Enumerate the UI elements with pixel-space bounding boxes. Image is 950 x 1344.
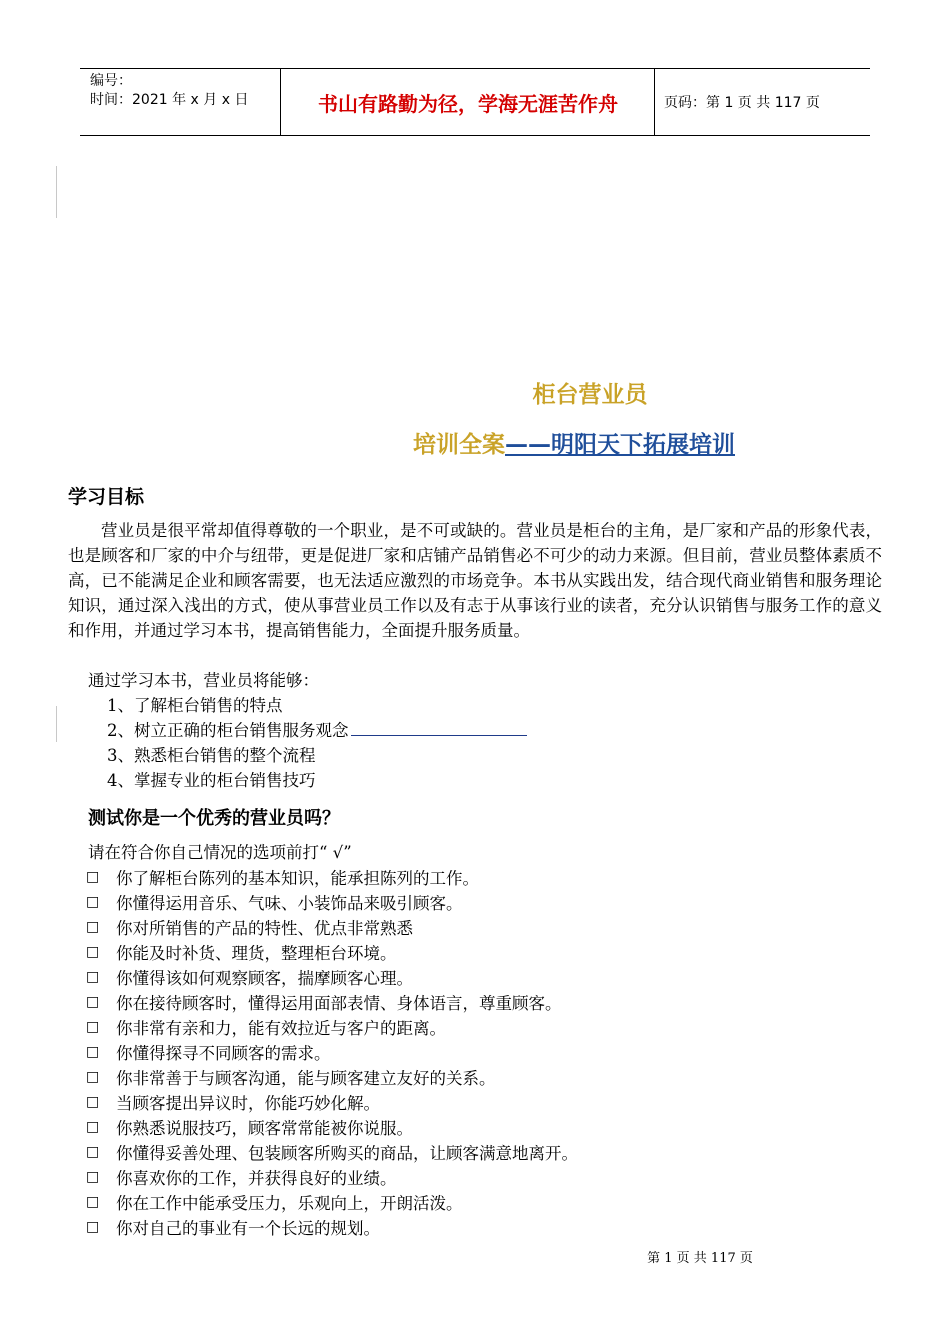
subtitle-main: 培训全案 [413,432,505,458]
checklist-item [86,964,578,989]
document-number: 编号： [90,73,132,89]
checklist-item [86,864,578,889]
goal-item: 1、了解柜台销售的特点 [107,696,283,715]
checklist-item [86,889,578,914]
checkbox-icon[interactable]: □ [86,1093,100,1110]
checklist-item [86,939,578,964]
checklist-item-text: 你对自己的事业有一个长远的规划。 [116,1218,380,1238]
section-heading-test: 测试你是一个优秀的营业员吗？ [88,808,340,829]
goal-item-text: 2、树立正确的柜台销售服务观念 [107,721,349,740]
checklist-item-text: 你懂得运用音乐、气味、小装饰品来吸引顾客。 [116,893,463,913]
checklist-item-text: 你懂得该如何观察顾客，揣摩顾客心理。 [116,968,413,988]
header-motto: 书山有路勤为径，学海无涯苦作舟 [282,69,655,135]
checkbox-icon[interactable]: □ [86,893,100,910]
checklist-item-text: 你在工作中能承受压力，乐观向上，开朗活泼。 [116,1193,463,1213]
checklist-item-text: 当顾客提出异议时，你能巧妙化解。 [116,1093,380,1113]
checklist-item-text: 你喜欢你的工作，并获得良好的业绩。 [116,1168,397,1188]
checkbox-icon[interactable]: □ [86,1018,100,1035]
document-date: 时间：2021 年 x 月 x 日 [90,92,249,108]
checkbox-icon[interactable]: □ [86,993,100,1010]
checklist-item-text: 你懂得妥善处理、包装顾客所购买的商品，让顾客满意地离开。 [116,1143,578,1163]
checklist-item-text: 你非常善于与顾客沟通，能与顾客建立友好的关系。 [116,1068,496,1088]
goal-item: 4、掌握专业的柜台销售技巧 [107,771,316,790]
checklist-item [86,1064,578,1089]
checkbox-icon[interactable]: □ [86,1068,100,1085]
subtitle-link[interactable]: ——明阳天下拓展培训 [505,432,735,458]
goals-lead: 通过学习本书，营业员将能够： [88,671,319,690]
header-page-info: 页码：第 1 页 共 117 页 [664,95,820,111]
checkbox-icon[interactable]: □ [86,1118,100,1135]
checklist-item [86,1039,578,1064]
margin-mark [56,706,57,742]
checklist-item [86,1014,578,1039]
header-meta [80,69,281,135]
checkbox-icon[interactable]: □ [86,868,100,885]
checklist [86,864,578,1239]
checklist-item-text: 你能及时补货、理货，整理柜台环境。 [116,943,397,963]
checklist-item-text: 你非常有亲和力，能有效拉近与客户的距离。 [116,1018,446,1038]
checklist-item-text: 你熟悉说服技巧，顾客常常能被你说服。 [116,1118,413,1138]
document-title: 柜台营业员 [532,382,648,408]
checklist-item [86,989,578,1014]
checklist-item [86,1214,578,1239]
checklist-item [86,914,578,939]
checklist-item [86,1164,578,1189]
checkbox-icon[interactable]: □ [86,1143,100,1160]
goal-item [107,718,527,743]
goal-item: 3、熟悉柜台销售的整个流程 [107,746,316,765]
margin-mark [56,166,57,218]
section-heading-learning-goals: 学习目标 [68,486,145,508]
document-subtitle [413,426,735,459]
test-instruction: 请在符合你自己情况的选项前打“ √” [88,843,352,862]
checkbox-icon[interactable]: □ [86,1193,100,1210]
page-header [80,68,870,136]
checkbox-icon[interactable]: □ [86,1043,100,1060]
checklist-item [86,1139,578,1164]
checklist-item [86,1114,578,1139]
checkbox-icon[interactable]: □ [86,1168,100,1185]
checklist-item-text: 你懂得探寻不同顾客的需求。 [116,1043,331,1063]
page-footer: 第 1 页 共 117 页 [647,1251,753,1266]
checklist-item [86,1089,578,1114]
checklist-item-text: 你在接待顾客时，懂得运用面部表情、身体语言，尊重顾客。 [116,993,562,1013]
checkbox-icon[interactable]: □ [86,968,100,985]
checklist-item [86,1189,578,1214]
intro-paragraph: 营业员是很平常却值得尊敬的一个职业，是不可或缺的。营业员是柜台的主角，是厂家和产品的形象代表，也是顾客和厂家的中介与纽带，更是促进厂家和店铺产品销售必不可少的动力来源。但目前，营业员整体素质不高，已不能满足企业和顾客需要，也无法适应激烈的市场竞争。本书从实践出发，结合现代商业销售和服务理论知识，通过深入浅出的方式，使从事营业员工作以及有志于从事该行业的读者，充分认识销售与服务工作的意义和作用，并通过学习本书，提高销售能力，全面提升服务质量。 [68,521,882,640]
checklist-item-text: 你了解柜台陈列的基本知识，能承担陈列的工作。 [116,868,479,888]
checklist-item-text: 你对所销售的产品的特性、优点非常熟悉 [116,918,413,938]
checkbox-icon[interactable]: □ [86,1218,100,1235]
checkbox-icon[interactable]: □ [86,943,100,960]
fill-in-blank [351,721,527,736]
checkbox-icon[interactable]: □ [86,918,100,935]
